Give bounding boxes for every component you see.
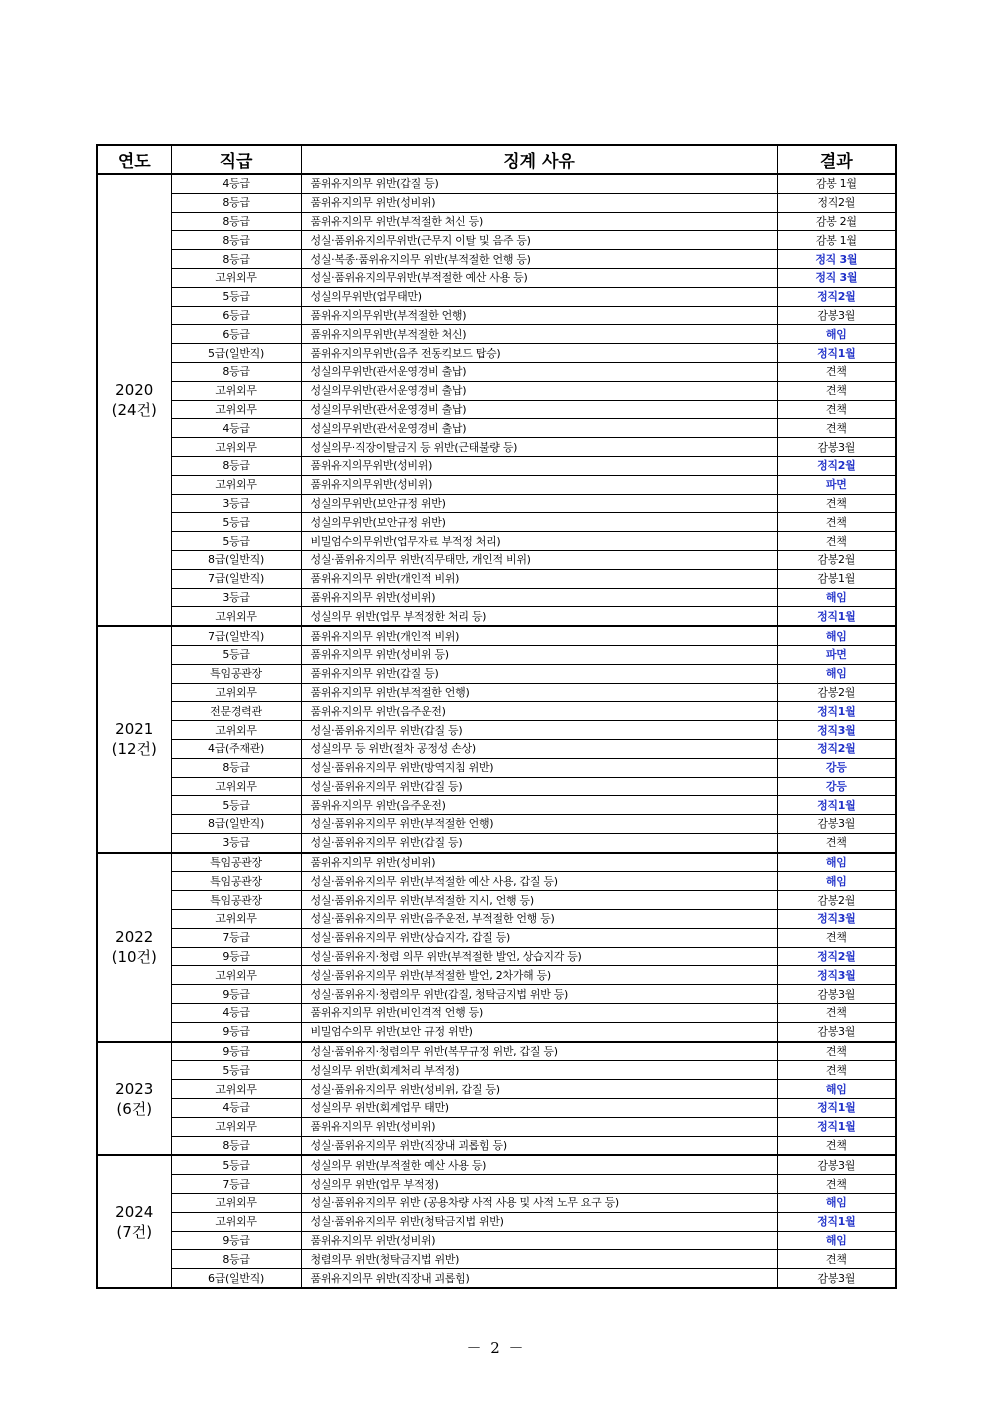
reason-cell: 품위유지의무 위반(음주운전)	[301, 796, 777, 815]
grade-cell: 6급(일반직)	[171, 1269, 301, 1288]
result-cell: 감봉3월	[777, 815, 896, 834]
grade-cell: 전문경력관	[171, 702, 301, 721]
year-label: 2021	[115, 720, 154, 739]
table-row	[97, 928, 896, 947]
result-cell: 강등	[777, 777, 896, 796]
result-cell: 감봉3월	[777, 985, 896, 1004]
result-cell: 정직 3월	[777, 250, 896, 269]
grade-cell: 8등급	[171, 1250, 301, 1269]
result-cell: 정직1월	[777, 1212, 896, 1231]
table-row	[97, 1136, 896, 1155]
reason-cell: 품위유지의무 위반(성비위)	[301, 193, 777, 212]
reason-cell: 성실의무 등 위반(절차 공정성 손상)	[301, 739, 777, 758]
reason-cell: 성실·품위유지·청렴의무 위반(복무규정 위반, 갑질 등)	[301, 1042, 777, 1061]
result-cell: 정직1월	[777, 796, 896, 815]
grade-cell: 7등급	[171, 1175, 301, 1194]
reason-cell: 품위유지의무위반(부적절한 언행)	[301, 306, 777, 325]
result-cell: 감봉 2월	[777, 212, 896, 231]
year-label: 2023	[115, 1079, 154, 1098]
reason-cell: 성실의무 위반(회계처리 부적정)	[301, 1061, 777, 1080]
reason-cell: 성실·품위유지의무 위반(부적절한 발언, 2차가해 등)	[301, 966, 777, 985]
grade-cell: 4급(주재관)	[171, 739, 301, 758]
reason-cell: 성실·품위유지·청렴의무 위반(갑질, 청탁금지법 위반 등)	[301, 985, 777, 1004]
result-cell: 해임	[777, 1080, 896, 1099]
reason-cell: 성실의무 위반(부적절한 예산 사용 등)	[301, 1155, 777, 1174]
grade-cell: 고위외무	[171, 1080, 301, 1099]
reason-cell: 성실·품위유지의무 위반(성비위, 갑질 등)	[301, 1080, 777, 1099]
reason-cell: 품위유지의무 위반(성비위)	[301, 1231, 777, 1250]
grade-cell: 3등급	[171, 588, 301, 607]
result-cell: 정직3월	[777, 721, 896, 740]
reason-cell: 품위유지의무 위반(개인적 비위)	[301, 626, 777, 645]
reason-cell: 성실·품위유지의무 위반(직무태만, 개인적 비위)	[301, 550, 777, 569]
result-cell: 감봉 1월	[777, 174, 896, 193]
year-cell	[97, 853, 171, 1042]
table-row	[97, 287, 896, 306]
grade-cell: 5등급	[171, 796, 301, 815]
reason-cell: 청렴의무 위반(청탁금지법 위반)	[301, 1250, 777, 1269]
reason-cell: 성실·품위유지의무 위반(부적절한 언행)	[301, 815, 777, 834]
grade-cell: 고위외무	[171, 381, 301, 400]
grade-cell: 8등급	[171, 1136, 301, 1155]
grade-cell: 8등급	[171, 456, 301, 475]
table-row	[97, 344, 896, 363]
table-row	[97, 853, 896, 872]
reason-cell: 성실의무 위반(업무 부적정)	[301, 1175, 777, 1194]
reason-cell: 성실의무위반(관서운영경비 출납)	[301, 400, 777, 419]
result-cell: 해임	[777, 872, 896, 891]
reason-cell: 성실의무 위반(업무 부적정한 처리 등)	[301, 607, 777, 626]
grade-cell: 3등급	[171, 833, 301, 852]
reason-cell: 품위유지의무 위반(갑질 등)	[301, 174, 777, 193]
grade-cell: 고위외무	[171, 607, 301, 626]
reason-cell: 성실·품위유지의무위반(근무지 이탈 및 음주 등)	[301, 231, 777, 250]
grade-cell: 고위외무	[171, 1212, 301, 1231]
reason-cell: 성실의무위반(관서운영경비 출납)	[301, 381, 777, 400]
table-body	[97, 174, 896, 1288]
reason-cell: 성실·복종·품위유지의무 위반(부적절한 언행 등)	[301, 250, 777, 269]
reason-cell: 성실·품위유지의무 위반(음주운전, 부적절한 언행 등)	[301, 910, 777, 929]
reason-cell: 성실·품위유지의무 위반(부적절한 지시, 언행 등)	[301, 891, 777, 910]
year-count: (24건)	[111, 401, 157, 420]
result-cell: 감봉1월	[777, 569, 896, 588]
table-row	[97, 1022, 896, 1041]
result-cell: 정직1월	[777, 702, 896, 721]
result-cell: 정직1월	[777, 607, 896, 626]
result-cell: 해임	[777, 664, 896, 683]
table-row	[97, 456, 896, 475]
grade-cell: 특임공관장	[171, 891, 301, 910]
grade-cell: 7급(일반직)	[171, 626, 301, 645]
table-row	[97, 758, 896, 777]
grade-cell: 7급(일반직)	[171, 569, 301, 588]
year-label: 2024	[115, 1202, 154, 1221]
result-cell: 견책	[777, 833, 896, 852]
grade-cell: 7등급	[171, 928, 301, 947]
table-row	[97, 569, 896, 588]
grade-cell: 4등급	[171, 1099, 301, 1118]
table-row	[97, 1099, 896, 1118]
result-cell: 해임	[777, 588, 896, 607]
table-row	[97, 438, 896, 457]
grade-cell: 고위외무	[171, 683, 301, 702]
result-cell: 정직1월	[777, 1099, 896, 1118]
table-row	[97, 1175, 896, 1194]
grade-cell: 5등급	[171, 1155, 301, 1174]
reason-cell: 성실·품위유지의무 위반(갑질 등)	[301, 833, 777, 852]
result-cell: 정직1월	[777, 344, 896, 363]
grade-cell: 8등급	[171, 231, 301, 250]
grade-cell: 9등급	[171, 947, 301, 966]
reason-cell: 성실·품위유지의무 위반(상습지각, 갑질 등)	[301, 928, 777, 947]
reason-cell: 성실의무위반(관서운영경비 출납)	[301, 362, 777, 381]
result-cell: 견책	[777, 362, 896, 381]
grade-cell: 6등급	[171, 306, 301, 325]
year-count: (10건)	[111, 948, 157, 967]
result-cell: 견책	[777, 532, 896, 551]
year-cell	[97, 626, 171, 853]
grade-cell: 3등급	[171, 494, 301, 513]
grade-cell: 고위외무	[171, 268, 301, 287]
grade-cell: 고위외무	[171, 438, 301, 457]
result-cell: 해임	[777, 626, 896, 645]
table-row	[97, 532, 896, 551]
header-reason: 징계 사유	[301, 145, 777, 174]
grade-cell: 8등급	[171, 212, 301, 231]
table-row	[97, 721, 896, 740]
reason-cell: 성실·품위유지·청렴 의무 위반(부적절한 발언, 상습지각 등)	[301, 947, 777, 966]
grade-cell: 고위외무	[171, 1194, 301, 1213]
table-row	[97, 268, 896, 287]
reason-cell: 성실·품위유지의무 위반(방역지침 위반)	[301, 758, 777, 777]
table-row	[97, 1250, 896, 1269]
grade-cell: 9등급	[171, 985, 301, 1004]
grade-cell: 고위외무	[171, 475, 301, 494]
result-cell: 해임	[777, 1194, 896, 1213]
reason-cell: 품위유지의무 위반(성비위 등)	[301, 645, 777, 664]
grade-cell: 특임공관장	[171, 853, 301, 872]
year-count: (12건)	[111, 740, 157, 759]
table-row	[97, 872, 896, 891]
result-cell: 견책	[777, 1175, 896, 1194]
grade-cell: 고위외무	[171, 777, 301, 796]
discipline-table	[96, 144, 897, 1289]
table-row	[97, 231, 896, 250]
grade-cell: 4등급	[171, 174, 301, 193]
grade-cell: 고위외무	[171, 1117, 301, 1136]
grade-cell: 5등급	[171, 1061, 301, 1080]
result-cell: 감봉3월	[777, 438, 896, 457]
table-row	[97, 910, 896, 929]
table-row	[97, 1042, 896, 1061]
result-cell: 정직2월	[777, 287, 896, 306]
table-header	[97, 145, 896, 174]
table-row	[97, 381, 896, 400]
result-cell: 파면	[777, 645, 896, 664]
table-row	[97, 1004, 896, 1023]
table-row	[97, 664, 896, 683]
reason-cell: 품위유지의무위반(음주 전동킥보드 탑승)	[301, 344, 777, 363]
table-row	[97, 513, 896, 532]
year-label: 2022	[115, 928, 154, 947]
header-row	[97, 145, 896, 174]
result-cell: 정직1월	[777, 1117, 896, 1136]
table-row	[97, 306, 896, 325]
table-row	[97, 212, 896, 231]
result-cell: 정직3월	[777, 966, 896, 985]
table-row	[97, 1212, 896, 1231]
reason-cell: 성실의무위반(관서운영경비 출납)	[301, 419, 777, 438]
result-cell: 해임	[777, 1231, 896, 1250]
table-row	[97, 1269, 896, 1288]
grade-cell: 5등급	[171, 287, 301, 306]
result-cell: 강등	[777, 758, 896, 777]
reason-cell: 품위유지의무 위반(비인격적 언행 등)	[301, 1004, 777, 1023]
table-row	[97, 588, 896, 607]
table-row	[97, 833, 896, 852]
reason-cell: 성실의무위반(보안규정 위반)	[301, 494, 777, 513]
grade-cell: 고위외무	[171, 400, 301, 419]
result-cell: 견책	[777, 381, 896, 400]
grade-cell: 8등급	[171, 250, 301, 269]
table-row	[97, 1080, 896, 1099]
result-cell: 견책	[777, 1042, 896, 1061]
header-result: 결과	[777, 145, 896, 174]
reason-cell: 품위유지의무 위반(음주운전)	[301, 702, 777, 721]
result-cell: 정직3월	[777, 910, 896, 929]
result-cell: 감봉2월	[777, 683, 896, 702]
result-cell: 견책	[777, 1250, 896, 1269]
reason-cell: 성실·품위유지의무위반(부적절한 예산 사용 등)	[301, 268, 777, 287]
table-row	[97, 777, 896, 796]
table-row	[97, 362, 896, 381]
grade-cell: 5등급	[171, 532, 301, 551]
result-cell: 감봉3월	[777, 1022, 896, 1041]
result-cell: 정직2월	[777, 947, 896, 966]
table-row	[97, 739, 896, 758]
table-row	[97, 1194, 896, 1213]
year-cell	[97, 174, 171, 626]
reason-cell: 품위유지의무 위반(성비위)	[301, 1117, 777, 1136]
table-row	[97, 683, 896, 702]
table-row	[97, 966, 896, 985]
table-row	[97, 1155, 896, 1174]
grade-cell: 9등급	[171, 1231, 301, 1250]
grade-cell: 6등급	[171, 325, 301, 344]
grade-cell: 고위외무	[171, 966, 301, 985]
reason-cell: 품위유지의무 위반(개인적 비위)	[301, 569, 777, 588]
reason-cell: 품위유지의무위반(부적절한 처신)	[301, 325, 777, 344]
reason-cell: 성실·품위유지의무 위반(부적절한 예산 사용, 갑질 등)	[301, 872, 777, 891]
result-cell: 해임	[777, 853, 896, 872]
result-cell: 감봉 1월	[777, 231, 896, 250]
table-row	[97, 985, 896, 1004]
grade-cell: 8등급	[171, 193, 301, 212]
reason-cell: 품위유지의무 위반(부적절한 언행)	[301, 683, 777, 702]
table-row	[97, 494, 896, 513]
table-row	[97, 626, 896, 645]
result-cell: 감봉3월	[777, 1155, 896, 1174]
grade-cell: 8등급	[171, 758, 301, 777]
grade-cell: 9등급	[171, 1042, 301, 1061]
table-row	[97, 1231, 896, 1250]
table-row	[97, 702, 896, 721]
table-row	[97, 947, 896, 966]
reason-cell: 품위유지의무 위반(성비위)	[301, 588, 777, 607]
year-cell	[97, 1155, 171, 1288]
grade-cell: 고위외무	[171, 910, 301, 929]
reason-cell: 품위유지의무 위반(성비위)	[301, 853, 777, 872]
table-row	[97, 796, 896, 815]
grade-cell: 5등급	[171, 645, 301, 664]
reason-cell: 성실·품위유지의무 위반(직장내 괴롭힘 등)	[301, 1136, 777, 1155]
table-row	[97, 891, 896, 910]
result-cell: 감봉2월	[777, 550, 896, 569]
result-cell: 정직2월	[777, 193, 896, 212]
year-count: (7건)	[116, 1222, 153, 1241]
grade-cell: 특임공관장	[171, 664, 301, 683]
result-cell: 정직2월	[777, 739, 896, 758]
result-cell: 견책	[777, 400, 896, 419]
result-cell: 견책	[777, 928, 896, 947]
reason-cell: 품위유지의무 위반(직장내 괴롭힘)	[301, 1269, 777, 1288]
header-year: 연도	[97, 145, 171, 174]
reason-cell: 품위유지의무 위반(부적절한 처신 등)	[301, 212, 777, 231]
grade-cell: 5등급	[171, 513, 301, 532]
table-row	[97, 607, 896, 626]
table-row	[97, 325, 896, 344]
reason-cell: 품위유지의무 위반(갑질 등)	[301, 664, 777, 683]
reason-cell: 성실의무·직장이탈금지 등 위반(근태불량 등)	[301, 438, 777, 457]
grade-cell: 고위외무	[171, 721, 301, 740]
reason-cell: 품위유지의무위반(성비위)	[301, 475, 777, 494]
table-row	[97, 475, 896, 494]
table-row	[97, 645, 896, 664]
page-number: － 2 －	[466, 1339, 526, 1357]
table-row	[97, 1061, 896, 1080]
table-row	[97, 815, 896, 834]
result-cell: 견책	[777, 494, 896, 513]
result-cell: 파면	[777, 475, 896, 494]
year-cell	[97, 1042, 171, 1156]
result-cell: 감봉3월	[777, 1269, 896, 1288]
year-label: 2020	[115, 381, 154, 400]
table-row	[97, 250, 896, 269]
grade-cell: 8급(일반직)	[171, 550, 301, 569]
reason-cell: 비밀엄수의무위반(업무자료 부적정 처리)	[301, 532, 777, 551]
result-cell: 견책	[777, 513, 896, 532]
grade-cell: 4등급	[171, 1004, 301, 1023]
result-cell: 견책	[777, 1004, 896, 1023]
table-row	[97, 174, 896, 193]
grade-cell: 5급(일반직)	[171, 344, 301, 363]
grade-cell: 특임공관장	[171, 872, 301, 891]
header-grade: 직급	[171, 145, 301, 174]
result-cell: 견책	[777, 1061, 896, 1080]
table-row	[97, 1117, 896, 1136]
result-cell: 정직 3월	[777, 268, 896, 287]
table-row	[97, 193, 896, 212]
reason-cell: 성실·품위유지의무 위반 (공용차량 사적 사용 및 사적 노무 요구 등)	[301, 1194, 777, 1213]
result-cell: 감봉2월	[777, 891, 896, 910]
grade-cell: 4등급	[171, 419, 301, 438]
reason-cell: 성실·품위유지의무 위반(갑질 등)	[301, 721, 777, 740]
reason-cell: 품위유지의무위반(성비위)	[301, 456, 777, 475]
reason-cell: 성실의무위반(업무태만)	[301, 287, 777, 306]
grade-cell: 9등급	[171, 1022, 301, 1041]
year-count: (6건)	[116, 1099, 153, 1118]
reason-cell: 성실·품위유지의무 위반(청탁금지법 위반)	[301, 1212, 777, 1231]
grade-cell: 8급(일반직)	[171, 815, 301, 834]
result-cell: 해임	[777, 325, 896, 344]
grade-cell: 8등급	[171, 362, 301, 381]
result-cell: 견책	[777, 1136, 896, 1155]
reason-cell: 성실의무위반(보안규정 위반)	[301, 513, 777, 532]
reason-cell: 성실·품위유지의무 위반(갑질 등)	[301, 777, 777, 796]
result-cell: 감봉3월	[777, 306, 896, 325]
table-row	[97, 400, 896, 419]
table-row	[97, 419, 896, 438]
reason-cell: 성실의무 위반(회계업무 태만)	[301, 1099, 777, 1118]
reason-cell: 비밀엄수의무 위반(보안 규정 위반)	[301, 1022, 777, 1041]
result-cell: 정직2월	[777, 456, 896, 475]
result-cell: 견책	[777, 419, 896, 438]
table-row	[97, 550, 896, 569]
